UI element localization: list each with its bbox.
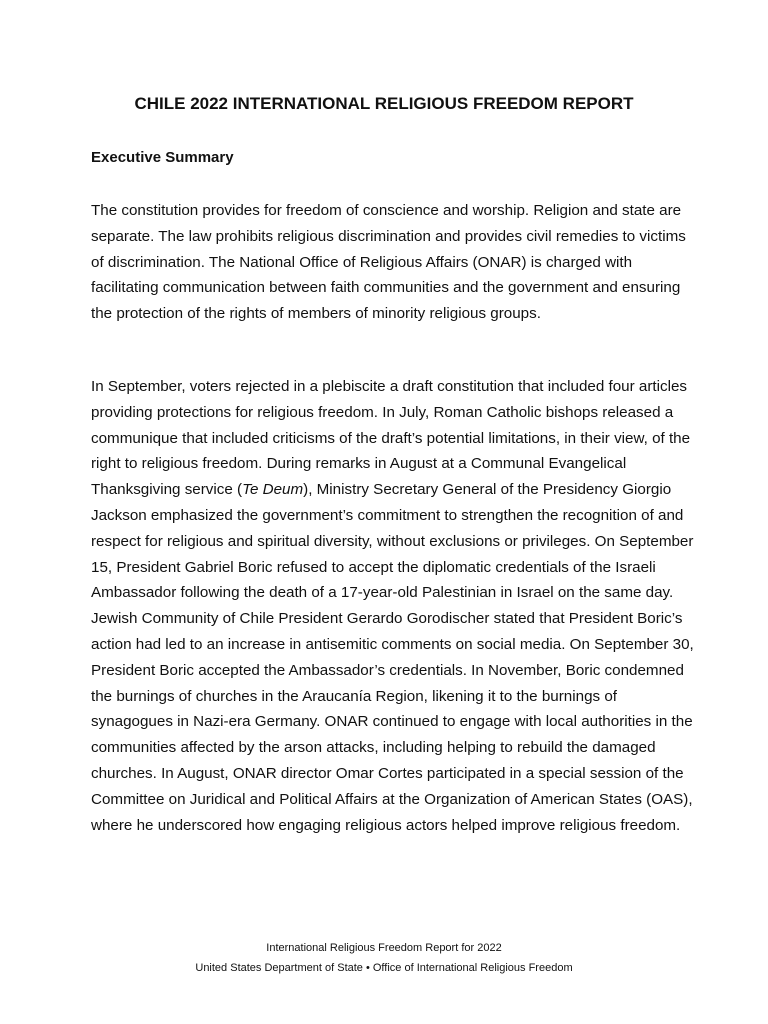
paragraph-1: The constitution provides for freedom of conscience and worship. Religion and state are separate. The law prohibits religious discrimination and provides civil remedies to victims of discrimination. The National Office of Religious Affairs (ONAR) is charged with facilitating communication between faith communities and the government and ensuring the protection of the rights of members of minority religious groups. [91, 202, 686, 323]
footer-line-2: United States Department of State • Office of International Religious Freedom [195, 962, 573, 974]
paragraph-2-text-after: ), Ministry Secretary General of the Presidency Giorgio Jackson emphasized the government’s commitment to strengthen the recognition of and respect for religious and spiritual diversity, without exclusions or privileges. On September 15, President Gabriel Boric refused to accept the diplomatic credentials of the Israeli Ambassador following the death of a 17-year-old Palestinian in Israel on the same day. Jewish Community of Chile President Gerardo Gorodischer stated that President Boric’s action had led to an increase in antisemitic comments on social media. On September 30, President Boric accepted the Ambassador’s credentials. In November, Boric condemned the burnings of churches in the Araucanía Region, likening it to the burnings of synagogues in Nazi-era Germany. ONAR continued to engage with local authorities in the communities affected by the arson attacks, including helping to rebuild the damaged churches. In August, ONAR director Omar Cortes participated in a special session of the Committee on Juridical and Political Affairs at the Organization of American States (OAS), where he underscored how engaging religious actors helped improve religious freedom. [91, 481, 694, 834]
paragraph-2-text-before: In September, voters rejected in a plebiscite a draft constitution that included four articles providing protections for religious freedom. In July, Roman Catholic bishops released a communique that included criticisms of the draft’s potential limitations, in their view, of the right to religious freedom. During remarks in August at a Communal Evangelical Thanksgiving service ( [91, 378, 691, 499]
footer-line-1: International Religious Freedom Report for 2022 [266, 942, 502, 954]
section-heading: Executive Summary [91, 149, 234, 166]
paragraph-2 [91, 374, 701, 838]
paragraph-2-italic-term: Te Deum [242, 481, 304, 499]
page-title: CHILE 2022 INTERNATIONAL RELIGIOUS FREEDOM REPORT [134, 94, 634, 113]
